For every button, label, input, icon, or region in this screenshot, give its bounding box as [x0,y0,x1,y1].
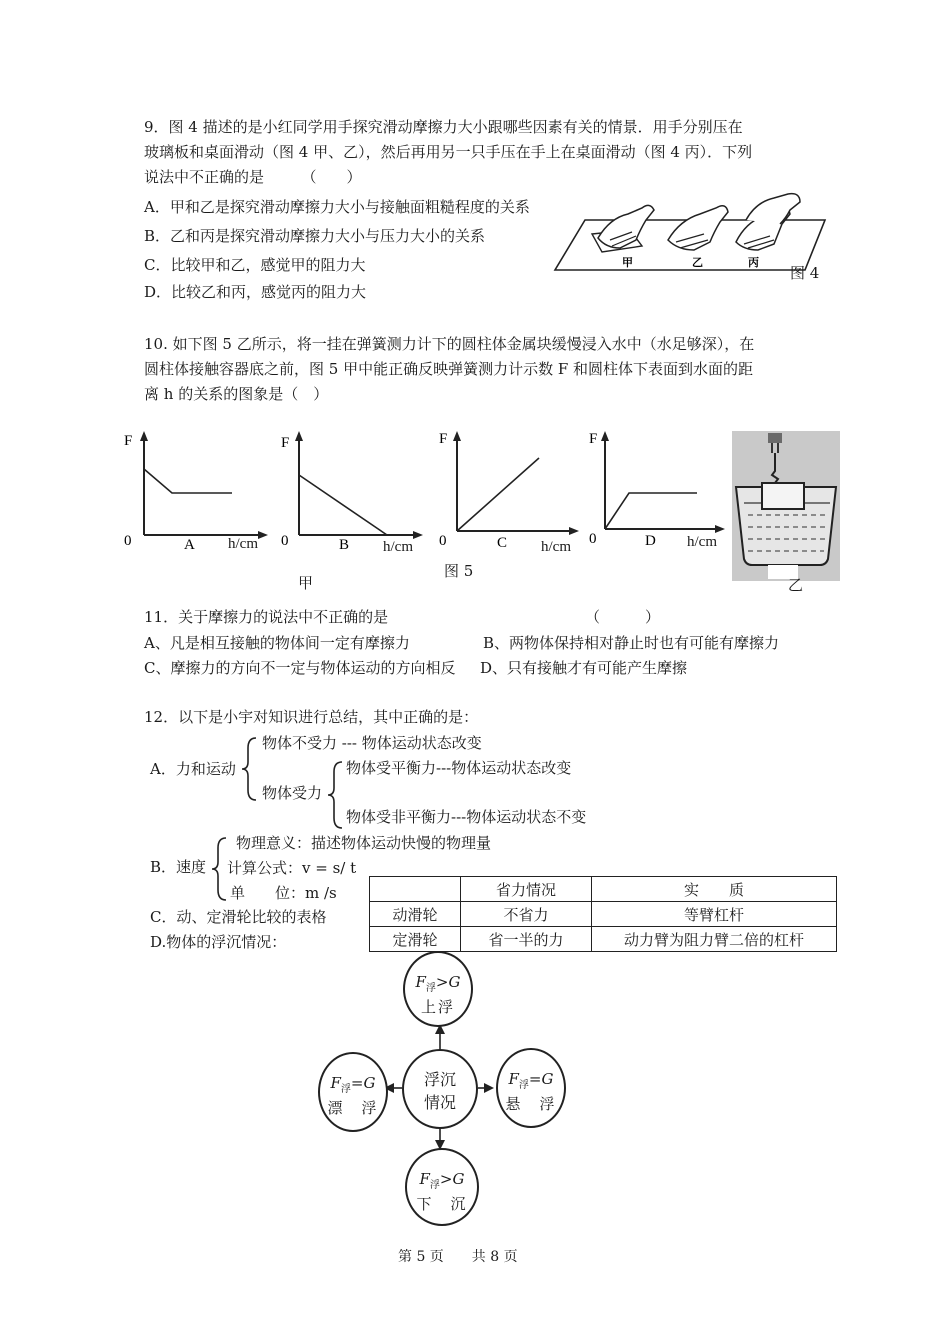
table-header-cell: 省力情况 [461,877,592,902]
buoyancy-suspend-f: F [508,1070,519,1088]
table-cell: 动滑轮 [370,902,461,927]
graph-a-letter: A [184,537,195,553]
buoyancy-suspend-relation: =G [528,1070,554,1088]
q12-a-sub-brace-icon [326,760,346,830]
buoyancy-up-state: 上浮 [420,998,455,1016]
buoyancy-up-relation: >G [435,973,461,991]
table-cell: 不省力 [461,902,592,927]
q11-option-d: D、只有接触才有可能产生摩擦 [480,659,688,677]
graph-b-x-label: h/cm [383,539,413,555]
buoyancy-float-state: 漂 浮 [327,1099,379,1117]
graph-d-letter: D [645,533,656,549]
q9-stem-line-2: 玻璃板和桌面滑动（图 4 甲、乙），然后再用另一只手压在手上在桌面滑动（图 4 丙）．下列 [144,143,753,161]
buoyancy-center-line-2: 情况 [423,1093,456,1112]
figure-4-caption: 图 4 [790,264,820,282]
graph-c-x-label: h/cm [541,539,571,555]
q12-b-formula: 计算公式：v = s/ t [227,859,357,877]
fig4-label-yi: 乙 [692,256,703,269]
graph-b-letter: B [339,537,350,553]
graph-c-y-label: F [439,431,448,447]
q12-a-balanced: 物体受平衡力---物体运动状态改变 [346,759,572,777]
buoyancy-float-sub: 浮 [340,1084,351,1095]
graph-b-y-label: F [281,435,290,451]
buoyancy-sink-relation: >G [439,1170,465,1188]
q12-a-no-force: 物体不受力 --- 物体运动状态改变 [262,734,482,752]
figure-5-beaker-photo [732,431,840,581]
graph-d-x-label: h/cm [687,534,717,550]
table-header-row [370,877,837,902]
q11-option-c: C、摩擦力的方向不一定与物体运动的方向相反 [144,659,456,677]
buoyancy-float-circle [318,1052,388,1132]
q9-stem-line-3: 说法中不正确的是 （ ） [144,168,362,186]
q12-a-brace-icon [240,736,260,802]
buoyancy-suspend-state: 悬 浮 [505,1095,557,1113]
buoyancy-center-line-1: 浮沉 [423,1070,456,1089]
q10-stem-line-3: 离 h 的关系的图象是（ ） [144,385,329,403]
q9-stem-line-1: 9．图 4 描述的是小红同学用手探究滑动摩擦力大小跟哪些因素有关的情景．用手分别压在 [144,118,743,136]
q11-stem: 11．关于摩擦力的说法中不正确的是 [144,608,389,626]
buoyancy-sink-f: F [419,1170,430,1188]
graph-b-origin: 0 [281,533,289,549]
graph-b-line [299,475,387,535]
fig4-label-bing: 丙 [748,256,759,269]
q9-option-d: D．比较乙和丙，感觉丙的阻力大 [144,283,367,301]
q11-answer-bracket: （ ） [585,608,661,626]
graph-a-y-label: F [124,433,133,449]
pulley-comparison-table [369,876,837,952]
q9-option-a: A．甲和乙是探究滑动摩擦力大小与接触面粗糙程度的关系 [144,198,530,216]
buoyancy-float-f: F [330,1074,341,1092]
q12-c-label: C．动、定滑轮比较的表格 [150,908,327,926]
buoyancy-suspend-circle [496,1048,566,1128]
table-cell: 定滑轮 [370,927,461,952]
figure-5-caption: 图 5 [444,562,474,580]
graph-d-line [605,493,697,529]
q11-option-a: A、凡是相互接触的物体间一定有摩擦力 [144,634,410,652]
figure-5-yi-caption: 乙 [788,576,804,594]
q10-stem-line-2: 圆柱体接触容器底之前，图 5 甲中能正确反映弹簧测力计示数 F 和圆柱体下表面到水面的距 [144,360,754,378]
q9-option-c: C．比较甲和乙，感觉甲的阻力大 [144,256,366,274]
graph-c-origin: 0 [439,533,447,549]
buoyancy-center-circle [402,1049,478,1129]
graph-d-origin: 0 [589,531,597,547]
page-footer: 第 5 页 共 8 页 [398,1249,518,1265]
q12-b-label: B．速度 [150,858,207,876]
graph-d-y-label: F [589,431,598,447]
q12-a-unbalanced: 物体受非平衡力---物体运动状态不变 [346,808,587,826]
table-row [370,902,837,927]
table-cell: 等臂杠杆 [592,902,837,927]
q12-a-label: A．力和运动 [150,760,236,778]
q11-option-b: B、两物体保持相对静止时也有可能有摩擦力 [483,634,780,652]
q12-stem: 12．以下是小宇对知识进行总结，其中正确的是： [144,708,479,726]
buoyancy-up-sub: 浮 [425,983,436,994]
table-header-cell: 实 质 [592,877,837,902]
figure-5-jia-caption: 甲 [298,574,314,592]
buoyancy-up-circle [403,951,473,1027]
graph-c-line [457,458,539,531]
graph-a-line [144,469,232,493]
figure-4-hands-illustration [550,190,830,285]
table-header-cell [370,877,461,902]
q12-d-label: D.物体的浮沉情况： [150,933,287,951]
q10-stem-line-1: 10. 如下图 5 乙所示，将一挂在弹簧测力计下的圆柱体金属块缓慢浸入水中（水足够深），在 [144,335,755,353]
q12-b-meaning: 物理意义：描述物体运动快慢的物理量 [236,834,492,852]
graph-a-origin: 0 [124,533,132,549]
table-cell: 动力臂为阻力臂二倍的杠杆 [592,927,837,952]
q9-option-b: B．乙和丙是探究滑动摩擦力大小与压力大小的关系 [144,227,486,245]
graph-c [435,425,585,555]
buoyancy-up-f: F [415,973,426,991]
buoyancy-sink-state: 下 沉 [416,1195,468,1213]
table-row [370,927,837,952]
buoyancy-suspend-sub: 浮 [518,1080,529,1091]
graph-b [275,425,425,555]
buoyancy-sink-sub: 浮 [429,1180,440,1191]
q12-a-force: 物体受力 [262,784,323,802]
graph-c-letter: C [497,535,508,551]
buoyancy-float-relation: =G [350,1074,376,1092]
fig4-label-jia: 甲 [622,256,633,269]
graph-a-x-label: h/cm [228,536,258,552]
table-cell: 省一半的力 [461,927,592,952]
q12-b-unit: 单 位：m /s [230,884,337,902]
buoyancy-sink-circle [405,1148,479,1226]
metal-cylinder [762,483,804,509]
